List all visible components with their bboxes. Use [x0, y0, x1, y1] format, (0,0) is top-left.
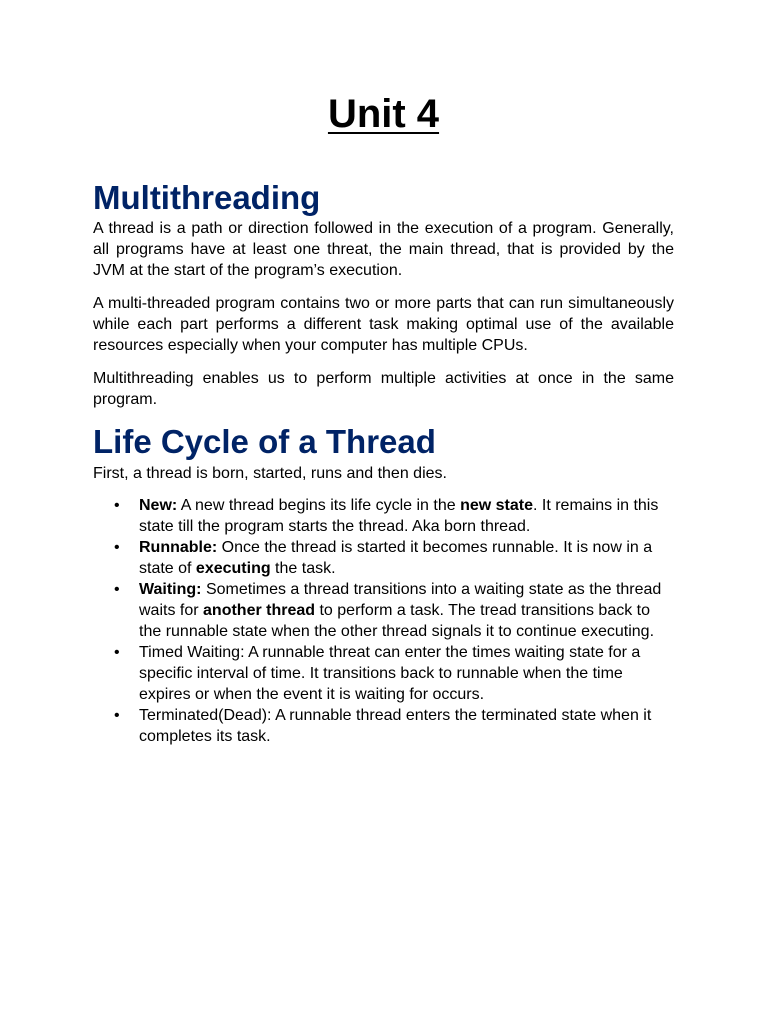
state-term: New: [139, 497, 178, 514]
list-item-waiting-state [93, 579, 674, 642]
bullet-icon: • [114, 581, 120, 598]
state-text: Timed Waiting: A runnable threat can enter the times waiting state for a specific interval of time. It transitions back to runnable when the time expires or when the event it is waiting for occurs. [139, 644, 641, 703]
bullet-icon: • [114, 707, 120, 724]
paragraph-multithreading-benefit: Multithreading enables us to perform multiple activities at once in the same program. [93, 370, 674, 408]
state-text: Once the thread is started it becomes runnable. It is now in a state of [139, 539, 653, 577]
bullet-icon: • [114, 644, 120, 661]
state-text: the task. [270, 560, 336, 577]
list-item-new-state [93, 495, 674, 537]
bullet-icon: • [114, 497, 120, 514]
state-emphasis: another thread [203, 602, 316, 619]
state-text: Sometimes a thread transitions into a waiting state as the thread waits for [139, 581, 662, 619]
state-text: . It remains in this state till the program starts the thread. Aka born thread. [139, 497, 659, 535]
paragraph-multithreaded-program: A multi-threaded program contains two or more parts that can run simultaneously while each part performs a different task making optimal use of the available resources especially when your computer has multiple CPUs. [93, 295, 674, 354]
state-text: to perform a task. The tread transitions back to the runnable state when the other thread signals it to continue executing. [139, 602, 655, 640]
state-text: A new thread begins its life cycle in the [177, 497, 461, 514]
section-heading-life-cycle: Life Cycle of a Thread [93, 423, 436, 460]
list-item-runnable-state [93, 537, 674, 579]
thread-states-list [93, 495, 674, 747]
state-text: Terminated(Dead): A runnable thread enters the terminated state when it completes its task. [139, 707, 652, 745]
paragraph-life-cycle-intro: First, a thread is born, started, runs and then dies. [93, 465, 447, 482]
state-term: Waiting: [139, 581, 202, 598]
paragraph-thread-definition: A thread is a path or direction followed in the execution of a program. Generally, all programs have at least one threat, the main thread, that is provided by the JVM at the start of the program’s execution. [93, 220, 674, 279]
section-multithreading [93, 178, 674, 410]
state-term: Runnable: [139, 539, 218, 556]
list-item-terminated-state [93, 705, 674, 747]
unit-title: Unit 4 [327, 92, 440, 136]
section-heading-multithreading: Multithreading [93, 179, 321, 216]
state-emphasis: executing [195, 560, 271, 577]
state-emphasis: new state [460, 497, 533, 514]
section-life-cycle [93, 422, 674, 747]
list-item-timed-waiting-state [93, 642, 674, 705]
bullet-icon: • [114, 539, 120, 556]
